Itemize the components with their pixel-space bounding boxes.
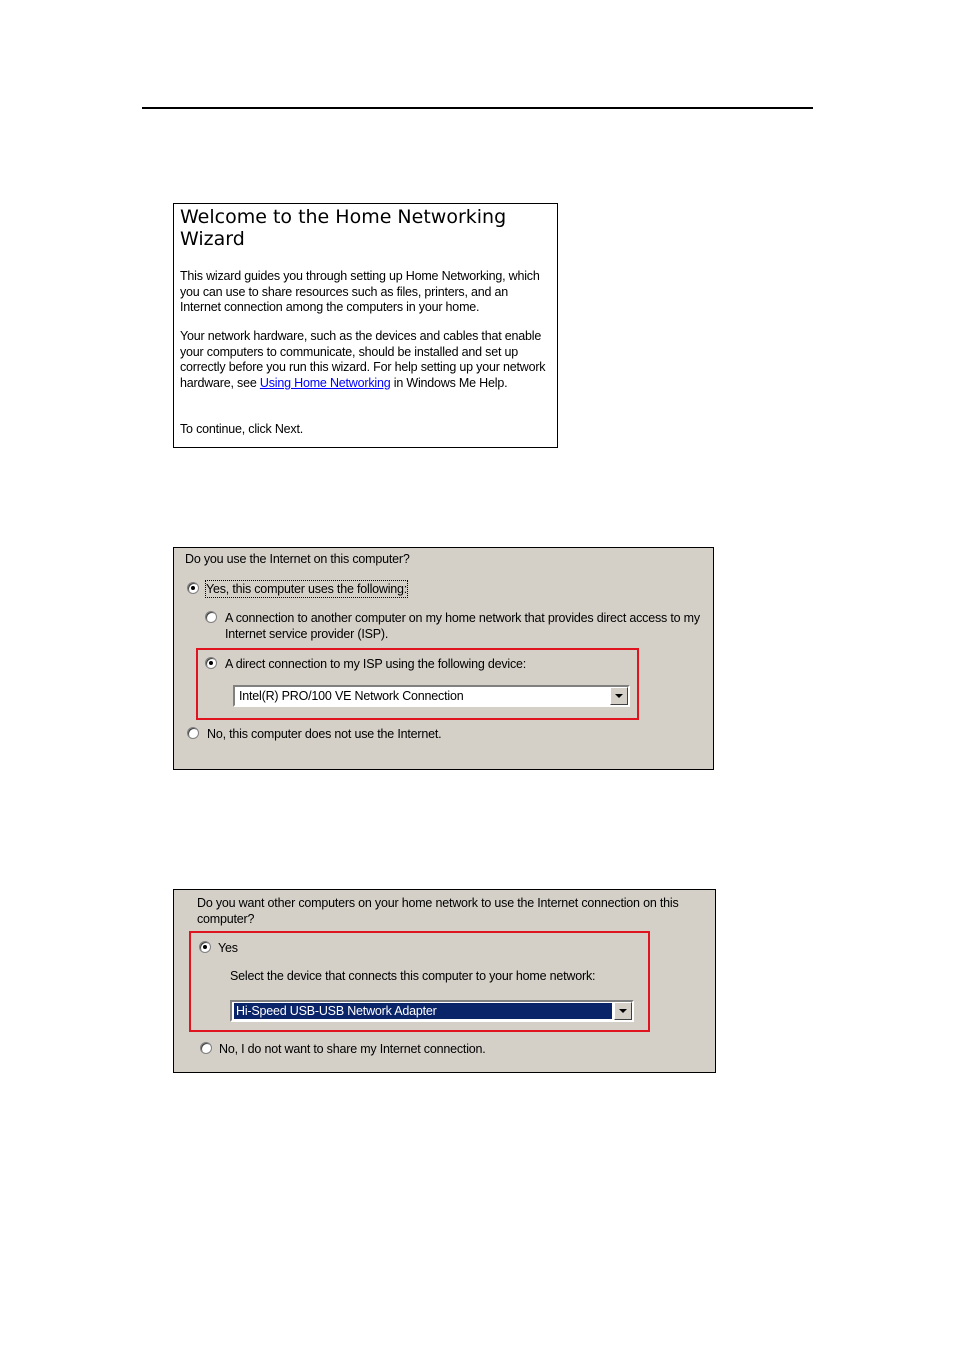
using-home-networking-link[interactable]: Using Home Networking: [259, 376, 391, 391]
other-computer-connection-label[interactable]: A connection to another computer on my home network that provides direct access to my Internet service provider (ISP).: [225, 611, 700, 641]
yes-uses-internet-radio[interactable]: [187, 582, 199, 594]
isp-device-value: Intel(R) PRO/100 VE Network Connection: [239, 689, 464, 703]
chevron-down-icon[interactable]: [610, 687, 628, 705]
internet-question: Do you use the Internet on this computer?: [185, 552, 410, 566]
welcome-panel: [173, 203, 558, 448]
welcome-intro-text: This wizard guides you through setting up Home Networking, which you can use to share resources such as files, printers, and an Internet connection among the computers in your home.: [180, 269, 540, 315]
home-network-device-value: Hi-Speed USB-USB Network Adapter: [234, 1003, 612, 1019]
internet-usage-dialog: [173, 547, 714, 770]
hardware-text-end: in Windows Me Help.: [390, 376, 508, 391]
home-network-device-select[interactable]: [230, 1000, 634, 1022]
header-rule: [142, 107, 813, 109]
yes-uses-internet-label[interactable]: Yes, this computer uses the following:: [206, 582, 408, 596]
direct-connection-label[interactable]: A direct connection to my ISP using the following device:: [225, 657, 527, 671]
select-device-prompt: Select the device that connects this computer to your home network:: [230, 969, 596, 983]
chevron-down-icon[interactable]: [614, 1002, 632, 1020]
hardware-text-start: Your network hardware, such as the devices and cables that enable your computers to communicate, should be installed and set up correctly before you run this wizard. For help setting up your network hardware, see: [180, 329, 546, 391]
isp-device-select[interactable]: [233, 685, 630, 707]
share-question: Do you want other computers on your home network to use the Internet connection on this computer?: [197, 896, 679, 926]
direct-connection-radio[interactable]: [205, 657, 217, 669]
other-computer-connection-radio[interactable]: [205, 611, 217, 623]
share-no-label[interactable]: No, I do not want to share my Internet connection.: [219, 1042, 486, 1056]
welcome-continue-text: To continue, click Next.: [180, 422, 304, 436]
share-connection-dialog: [173, 889, 716, 1073]
share-yes-radio[interactable]: [199, 941, 211, 953]
no-internet-radio[interactable]: [187, 727, 199, 739]
no-internet-label[interactable]: No, this computer does not use the Internet.: [207, 727, 442, 741]
share-no-radio[interactable]: [200, 1042, 212, 1054]
welcome-hardware-text: [180, 329, 550, 392]
welcome-title: Welcome to the Home Networking Wizard: [180, 206, 507, 250]
share-yes-label[interactable]: Yes: [218, 941, 238, 955]
